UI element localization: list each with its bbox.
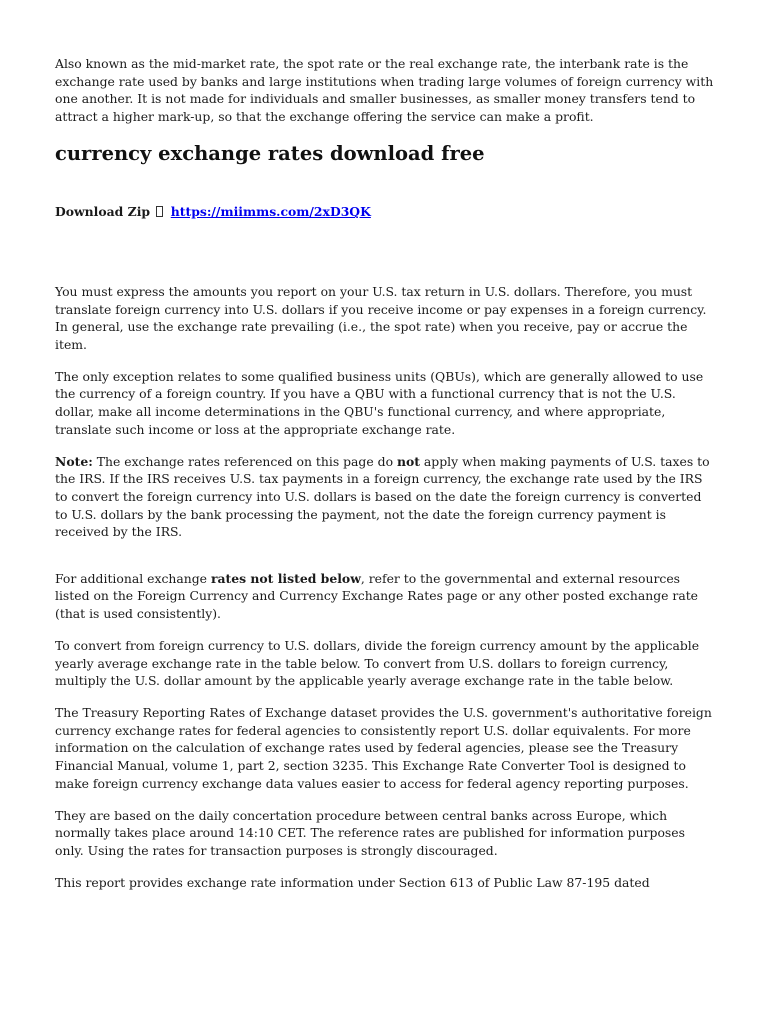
note-bold-not: not: [396, 453, 420, 469]
note-text-2: apply when making payments of U.S. taxes to the IRS. If the IRS receives U.S. tax payments in a foreign currency, the exchange rate used by the IRS to convert the foreign currency into U.S. dollars is based on the date the foreign currency is converted to U.S. dollars by the bank processing the payment, not the date the foreign currency payment is received by the IRS.: [55, 453, 710, 540]
paragraph-note: [55, 453, 715, 541]
page-title: currency exchange rates download free: [55, 142, 485, 166]
paragraph-additional-rates: [55, 570, 715, 623]
paragraph-treasury: The Treasury Reporting Rates of Exchange dataset provides the U.S. government's authoritative foreign currency exchange rates for federal agencies to consistently report U.S. dollar equivalents. For more information on the calculation of exchange rates used by federal agencies, please see the Treasury Financial Manual, volume 1, part 2, section 3235. This Exchange Rate Converter Tool is designed to make foreign currency exchange data values easier to access for federal agency reporting purposes.: [55, 705, 712, 791]
paragraph-qbu: The only exception relates to some qualified business units (QBUs), which are generally allowed to use the currency of a foreign country. If you have a QBU with a functional currency that is not the U.S. dollar, make all income determinations in the QBU's functional currency, and where appropriate, translate such income or loss at the appropriate exchange rate.: [55, 368, 704, 437]
note-text-1: The exchange rates referenced on this page do: [92, 453, 397, 469]
paragraph-reference-rates: They are based on the daily concertation procedure between central banks across Europe, which normally takes place around 14:10 CET. The reference rates are published for information purposes only. Using the rates for transaction purposes is strongly discouraged.: [55, 807, 685, 858]
intro-paragraph: Also known as the mid-market rate, the spot rate or the real exchange rate, the interbank rate is the exchange rate used by banks and large institutions when trading large volumes of foreign currency with one another. It is not made for individuals and smaller businesses, as smaller money transfers tend to attract a higher mark-up, so that the exchange offering the service can make a profit.: [55, 56, 714, 124]
paragraph-convert: To convert from foreign currency to U.S. dollars, divide the foreign currency amount by the applicable yearly average exchange rate in the table below. To convert from U.S. dollars to foreign currency, multiply the U.S. dollar amount by the applicable yearly average exchange rate in the table below.: [55, 637, 700, 689]
additional-bold: rates not listed below: [210, 570, 361, 586]
document-page: [55, 55, 715, 892]
download-line: [55, 203, 715, 221]
download-link[interactable]: https://miimms.com/2xD3QK: [170, 204, 371, 220]
paragraph-report: This report provides exchange rate information under Section 613 of Public Law 87-195 dated: [55, 875, 650, 890]
missing-glyph-icon: [156, 206, 163, 217]
paragraph-tax-return: You must express the amounts you report on your U.S. tax return in U.S. dollars. Therefore, you must translate foreign currency into U.S. dollars if you receive income or pay expenses in a foreign currency. In general, use the exchange rate prevailing (i.e., the spot rate) when you receive, pay or accrue the item.: [55, 283, 707, 352]
additional-text-2: , refer to the governmental and external resources listed on the Foreign Currency and Currency Exchange Rates page or any other posted exchange rate (that is used consistently).: [55, 570, 699, 621]
download-label: Download Zip: [55, 204, 151, 220]
note-label: Note:: [55, 453, 93, 469]
additional-text-1: For additional exchange: [55, 570, 211, 586]
